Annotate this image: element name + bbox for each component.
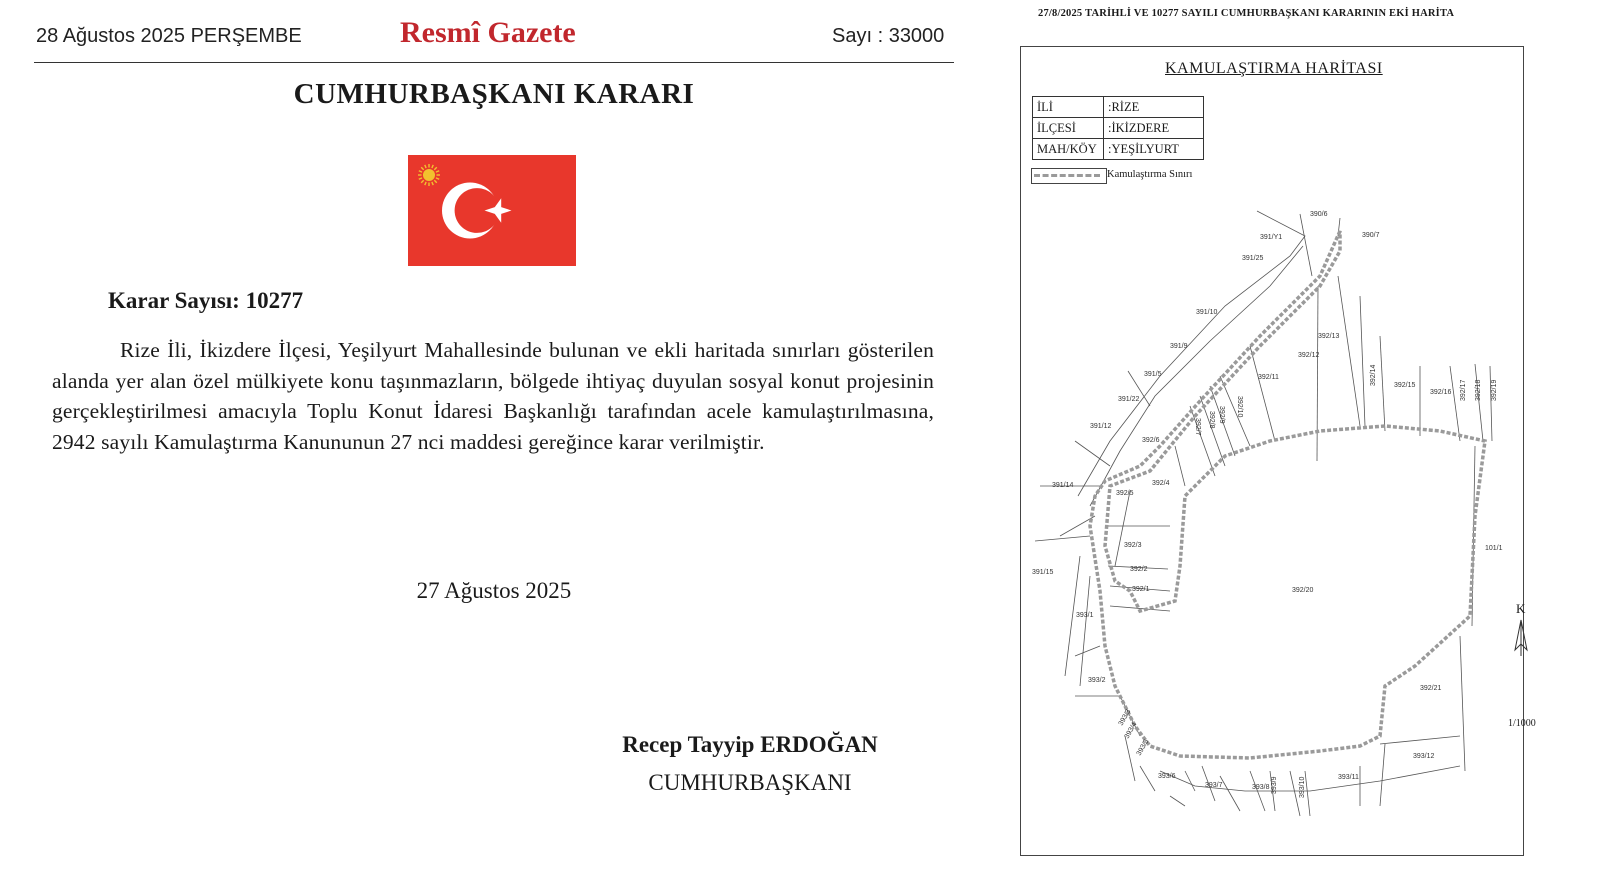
info-value: :İKİZDERE — [1104, 118, 1204, 139]
parcel-label: 392/17 — [1460, 379, 1467, 401]
parcel-label: 393/7 — [1205, 782, 1223, 789]
parcel-lines — [1035, 211, 1492, 816]
map-scale: 1/1000 — [1508, 718, 1536, 729]
north-arrow-icon — [1512, 618, 1530, 658]
parcel-label: 393/6 — [1158, 773, 1176, 780]
document-heading: CUMHURBAŞKANI KARARI — [293, 78, 695, 110]
parcel-label: 101/1 — [1485, 545, 1503, 552]
parcel-label: 392/1 — [1132, 586, 1150, 593]
parcel-label: 392/11 — [1258, 374, 1279, 381]
gazette-title: Resmî Gazete — [400, 16, 576, 49]
parcel-label: 392/14 — [1370, 364, 1377, 386]
gazette-date: 28 Ağustos 2025 PERŞEMBE — [36, 25, 302, 47]
parcel-label: 391/15 — [1032, 569, 1054, 576]
parcel-label: 390/7 — [1362, 232, 1380, 239]
parcel-label: 392/4 — [1152, 480, 1170, 487]
parcel-label: 392/5 — [1116, 490, 1134, 497]
parcel-label: 392/18 — [1475, 379, 1482, 401]
info-value: :YEŞİLYURT — [1104, 139, 1204, 160]
decision-body-text: Rize İli, İkizdere İlçesi, Yeşilyurt Mahallesinde bulunan ve ekli haritada sınırları gösterilen alanda yer alan özel mülkiyete konu taşınmazların, bölgede ihtiyaç duyulan sosyal konut projesinin gerçekleştirilmesi amacıyla Toplu Konut İdaresi Başkanlığı tarafından acele kamulaştırılmasına, 2942 sayılı Kamulaştırma Kanununun 27 nci maddesi gereğince karar verilmiştir. — [52, 338, 934, 454]
parcel-label: 392/20 — [1292, 587, 1314, 594]
map-info-table — [1032, 96, 1204, 160]
parcel-label: 392/16 — [1430, 389, 1452, 396]
info-row-province — [1033, 97, 1204, 118]
parcel-label: 391/5 — [1144, 371, 1162, 378]
parcel-label: 393/1 — [1076, 612, 1094, 619]
presidential-seal-icon — [418, 164, 440, 186]
parcel-label: 393/5 — [1135, 738, 1151, 757]
parcel-label: 393/11 — [1338, 774, 1359, 781]
decision-number: Karar Sayısı: 10277 — [108, 288, 304, 313]
turkish-flag-icon — [408, 155, 576, 266]
info-row-neighbourhood — [1033, 139, 1204, 160]
parcel-label: 392/7 — [1194, 418, 1201, 436]
parcel-label: 393/2 — [1088, 677, 1106, 684]
parcel-label: 392/6 — [1142, 437, 1160, 444]
parcel-label: 390/6 — [1310, 211, 1328, 218]
parcel-label: 391/25 — [1242, 255, 1264, 262]
annex-caption: 27/8/2025 TARİHLİ VE 10277 SAYILI CUMHURBAŞKANI KARARININ EKİ HARİTA — [1038, 8, 1455, 19]
signatory-name: Recep Tayyip ERDOĞAN — [622, 732, 878, 757]
parcel-label: 391/9 — [1170, 343, 1188, 350]
parcel-label: 392/10 — [1236, 396, 1243, 418]
decision-date: 27 Ağustos 2025 — [416, 578, 572, 603]
parcel-label: 393/9 — [1271, 776, 1278, 794]
parcel-label: 392/2 — [1130, 566, 1148, 573]
parcel-label: 391/22 — [1118, 396, 1140, 403]
info-key: İLÇESİ — [1033, 118, 1104, 139]
header-divider — [34, 62, 954, 63]
expropriation-boundary-line — [1090, 231, 1485, 758]
info-row-district — [1033, 118, 1204, 139]
parcel-label: 392/19 — [1491, 379, 1498, 401]
info-key: MAH/KÖY — [1033, 139, 1104, 160]
parcel-label: 391/12 — [1090, 423, 1112, 430]
parcel-label: 391/14 — [1052, 482, 1074, 489]
gazette-issue-number: Sayı : 33000 — [832, 25, 945, 47]
map-title: KAMULAŞTIRMA HARİTASI — [1165, 60, 1383, 77]
info-key: İLİ — [1033, 97, 1104, 118]
parcel-label: 391/10 — [1196, 309, 1218, 316]
parcel-label: 392/13 — [1318, 333, 1340, 340]
legend-label: Kamulaştırma Sınırı — [1107, 169, 1193, 180]
parcel-label: 392/3 — [1124, 542, 1142, 549]
parcel-label: 392/9 — [1218, 406, 1225, 424]
legend-dashed-line — [1034, 174, 1100, 177]
signatory-title: CUMHURBAŞKANI — [648, 770, 852, 795]
info-value: :RİZE — [1104, 97, 1204, 118]
parcel-label: 391/Y1 — [1260, 234, 1283, 241]
parcel-label: 393/3 — [1117, 708, 1133, 727]
parcel-label: 393/12 — [1413, 753, 1435, 760]
parcel-label: 392/21 — [1420, 685, 1442, 692]
parcel-label: 392/8 — [1208, 411, 1215, 429]
parcel-label: 393/4 — [1123, 721, 1139, 740]
north-label: K — [1516, 601, 1526, 616]
parcel-label: 393/8 — [1252, 784, 1270, 791]
parcel-label: 392/15 — [1394, 382, 1416, 389]
parcel-label: 392/12 — [1298, 352, 1320, 359]
parcel-label: 393/10 — [1299, 776, 1306, 798]
